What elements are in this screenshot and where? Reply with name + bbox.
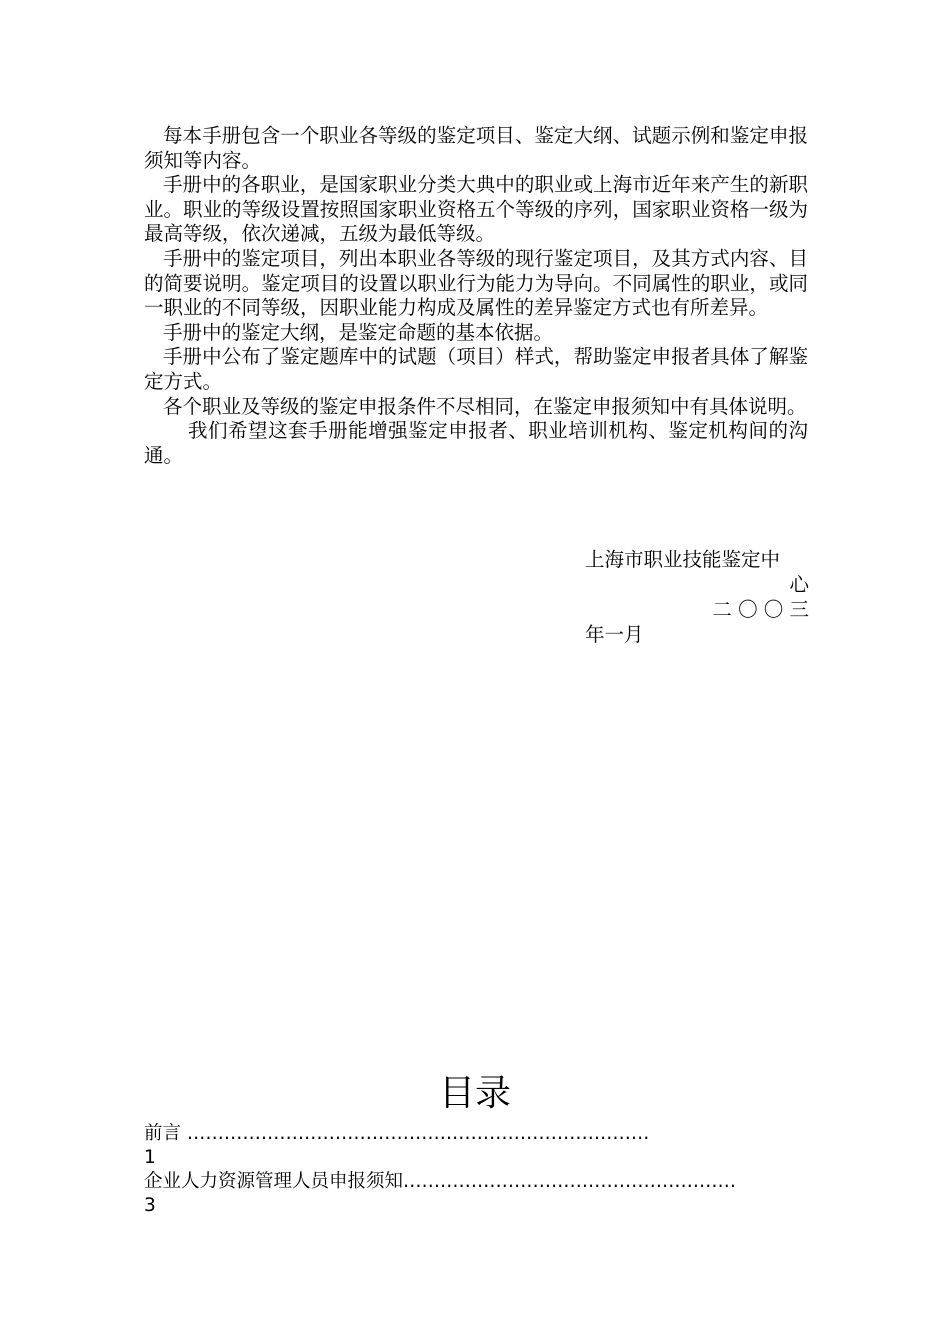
signature-date-line-2: 年一月 [585,623,644,646]
toc-title: 目录 [438,1073,511,1114]
intro-paragraph-1: 每本手册包含一个职业各等级的鉴定项目、鉴定大纲、试题示例和鉴定申报须知等内容。 [144,124,808,172]
intro-paragraph-4: 手册中的鉴定大纲，是鉴定命题的基本依据。 [163,320,554,344]
toc-entry-application-notice[interactable] [144,1170,808,1194]
signature-org-line-1: 上海市职业技能鉴定中 [585,548,781,571]
toc-entry-label: 前言 [144,1123,187,1144]
intro-paragraph-6: 各个职业及等级的鉴定申报条件不尽相同，在鉴定申报须知中有具体说明。 [163,394,807,418]
intro-text [144,124,808,468]
toc-entry-dots: ………………………………………………………………… [186,1123,650,1144]
intro-paragraph-7: 我们希望这套手册能增强鉴定申报者、职业培训机构、鉴定机构间的沟通。 [144,419,808,467]
toc-entry-label: 企业人力资源管理人员申报须知 [144,1171,404,1192]
signature-org-line-2: 心 [789,573,809,596]
table-of-contents [144,1122,808,1218]
toc-entry-page-number: 3 [144,1195,156,1216]
toc-entry-page-number: 1 [144,1147,156,1168]
toc-entry-preface[interactable] [144,1122,808,1146]
intro-paragraph-2: 手册中的各职业，是国家职业分类大典中的职业或上海市近年来产生的新职业。职业的等级设置按照国家职业资格五个等级的序列，国家职业资格一级为最高等级，依次递减，五级为最低等级。 [144,173,808,246]
signature-date-line-1: 二 〇 〇 三 [712,598,809,621]
signature-block [585,547,809,647]
toc-entry-dots: ……………………………………………… [403,1171,737,1192]
intro-paragraph-3: 手册中的鉴定项目，列出本职业各等级的现行鉴定项目，及其方式内容、目的简要说明。鉴定项目的设置以职业行为能力为导向。不同属性的职业，或同一职业的不同等级，因职业能力构成及属性的差异鉴定方式也有所差异。 [144,246,808,320]
intro-paragraph-5: 手册中公布了鉴定题库中的试题（项目）样式，帮助鉴定申报者具体了解鉴定方式。 [144,345,808,393]
